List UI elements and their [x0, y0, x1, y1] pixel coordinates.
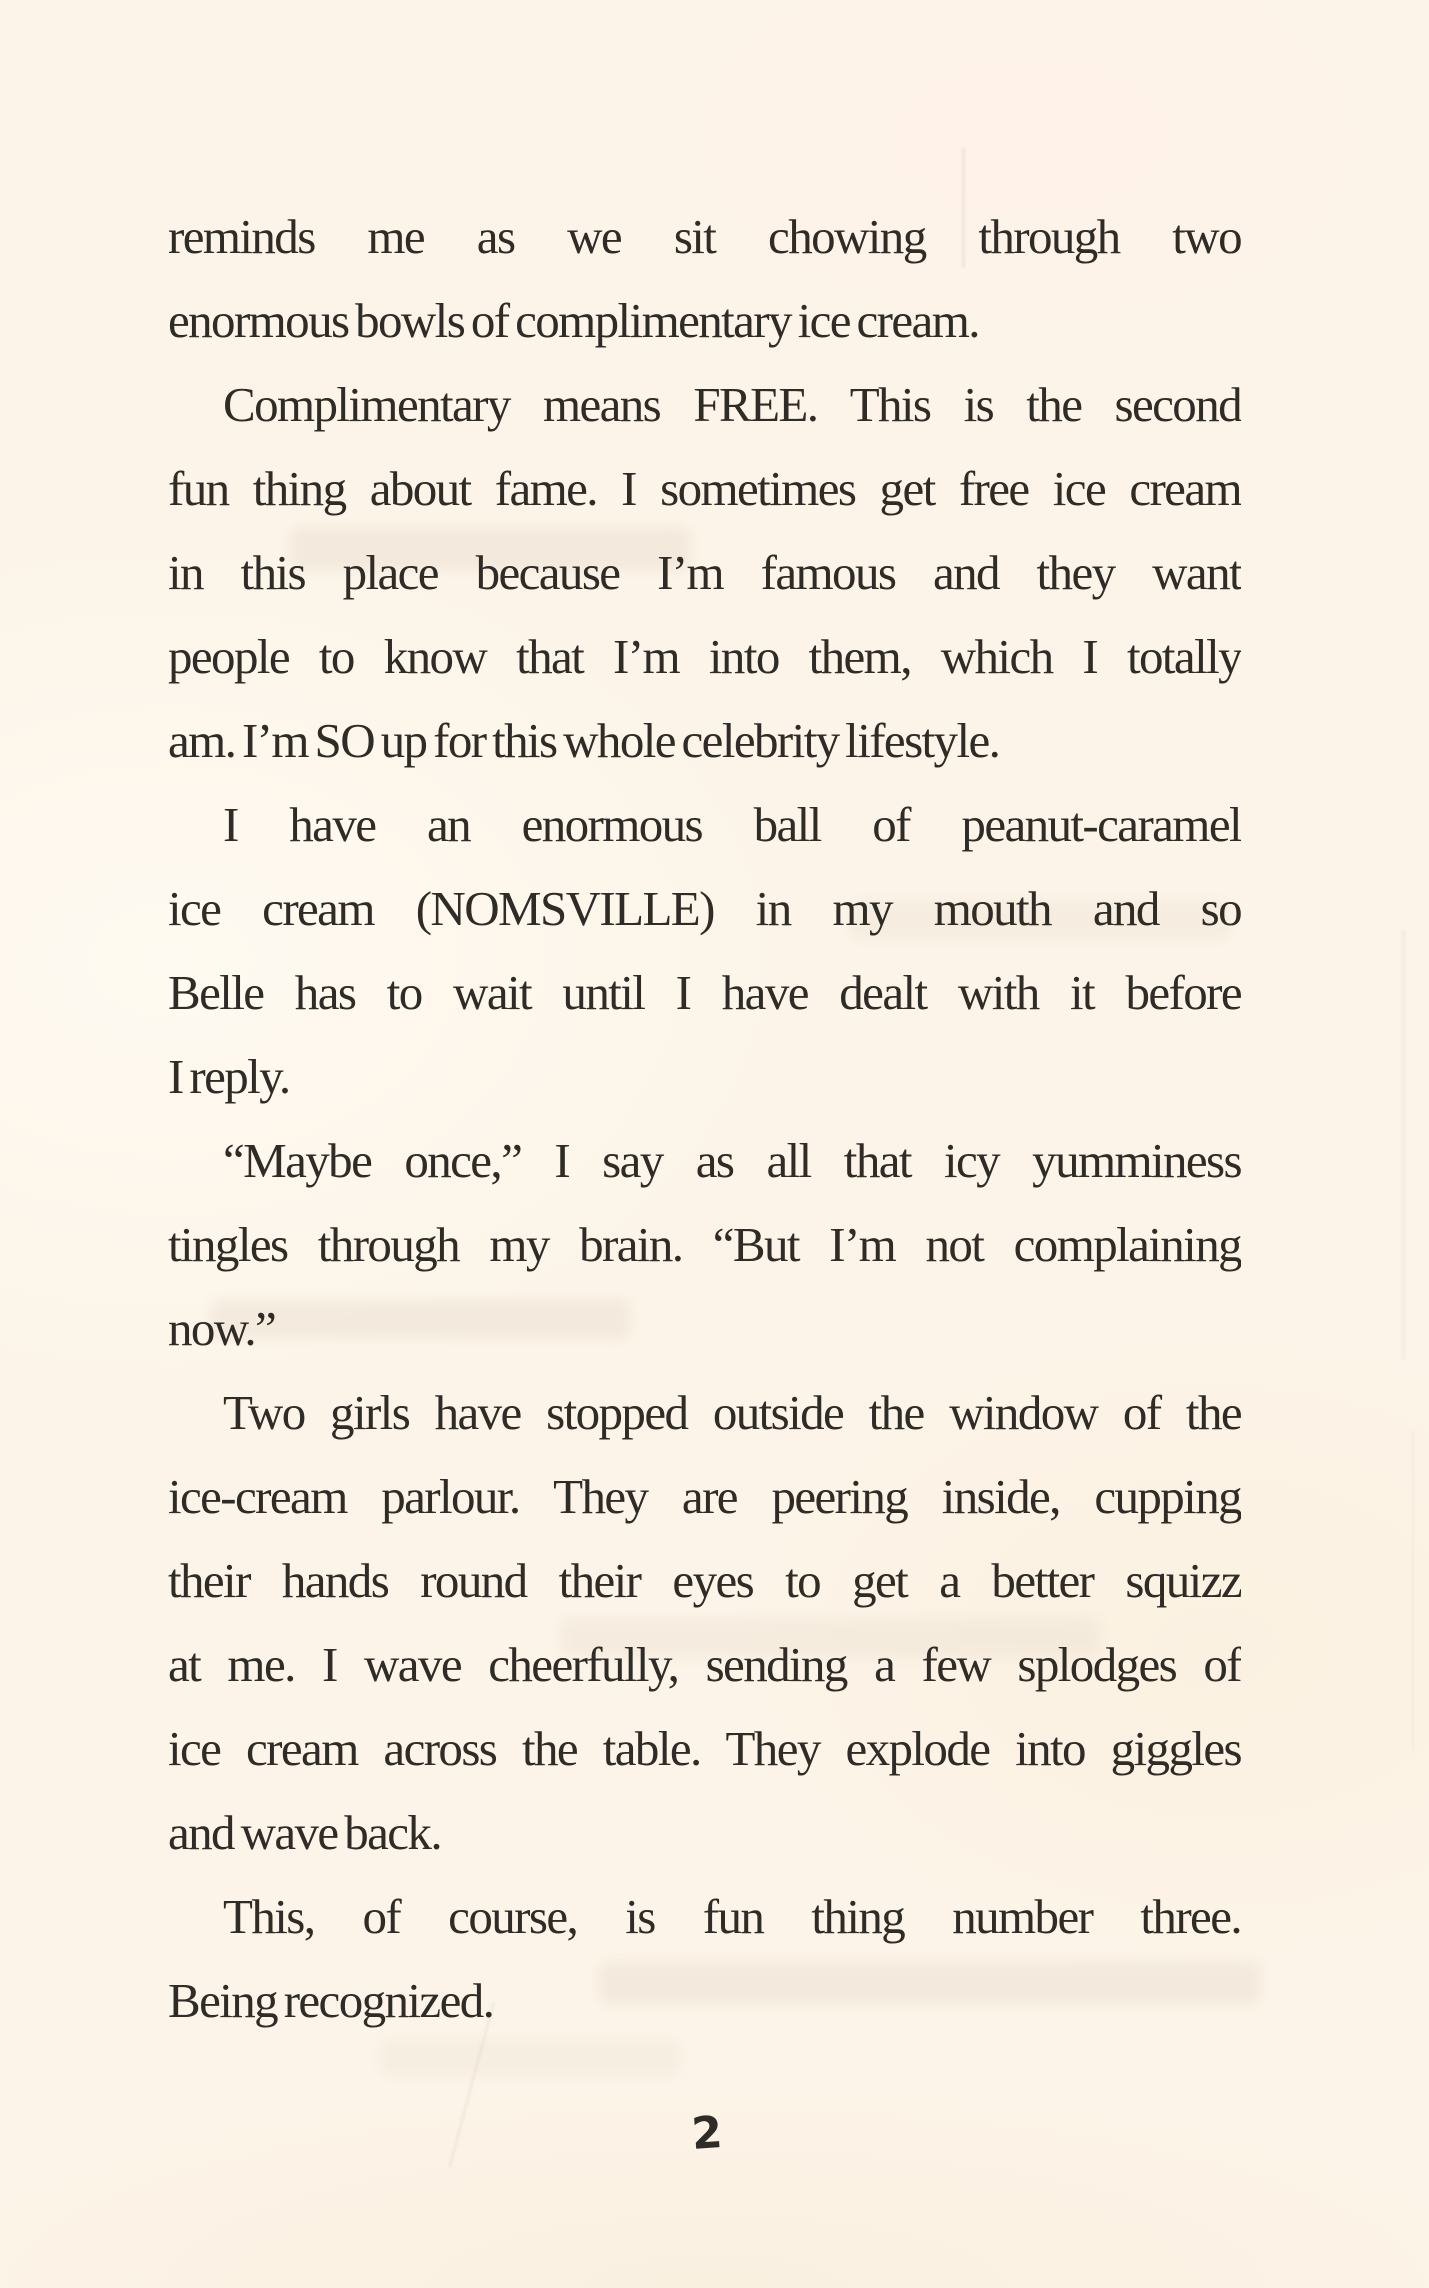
text-line: reminds me as we sit chowing through two: [168, 209, 1241, 264]
text-line: fun thing about fame. I sometimes get free ice cream: [168, 461, 1241, 516]
text-line: at me. I wave cheerfully, sending a few splodges of: [168, 1637, 1241, 1692]
page-text: [168, 195, 1241, 2043]
text-line: tingles through my brain. “But I’m not complaining: [168, 1217, 1241, 1272]
text-line: I have an enormous ball of peanut-caramel: [223, 797, 1241, 852]
text-line: Belle has to wait until I have dealt with it before: [168, 965, 1241, 1020]
text-line: Two girls have stopped outside the window of the: [223, 1385, 1241, 1440]
scan-crease: [1402, 930, 1405, 1360]
scan-crease: [1412, 1430, 1414, 1750]
text-line: in this place because I’m famous and they want: [168, 545, 1241, 600]
text-line: ice cream across the table. They explode into giggles: [168, 1721, 1241, 1776]
page-number: 2: [689, 2106, 725, 2161]
text-line: and wave back.: [168, 1805, 441, 1860]
text-line: Complimentary means FREE. This is the second: [223, 377, 1241, 432]
text-line: I reply.: [168, 1049, 290, 1104]
text-line: am. I’m SO up for this whole celebrity lifestyle.: [168, 713, 1000, 768]
text-line: Being recognized.: [168, 1973, 494, 2028]
text-line: “Maybe once,” I say as all that icy yumminess: [223, 1133, 1241, 1188]
text-line: people to know that I’m into them, which I totally: [168, 629, 1241, 684]
text-line: This, of course, is fun thing number three.: [223, 1889, 1241, 1944]
scan-smudge: [380, 2040, 680, 2076]
text-line: their hands round their eyes to get a better squizz: [168, 1553, 1241, 1608]
text-line: enormous bowls of complimentary ice cream.: [168, 293, 979, 348]
text-line: now.”: [168, 1301, 276, 1356]
text-line: ice cream (NOMSVILLE) in my mouth and so: [168, 881, 1241, 936]
text-line: ice-cream parlour. They are peering inside, cupping: [168, 1469, 1241, 1524]
